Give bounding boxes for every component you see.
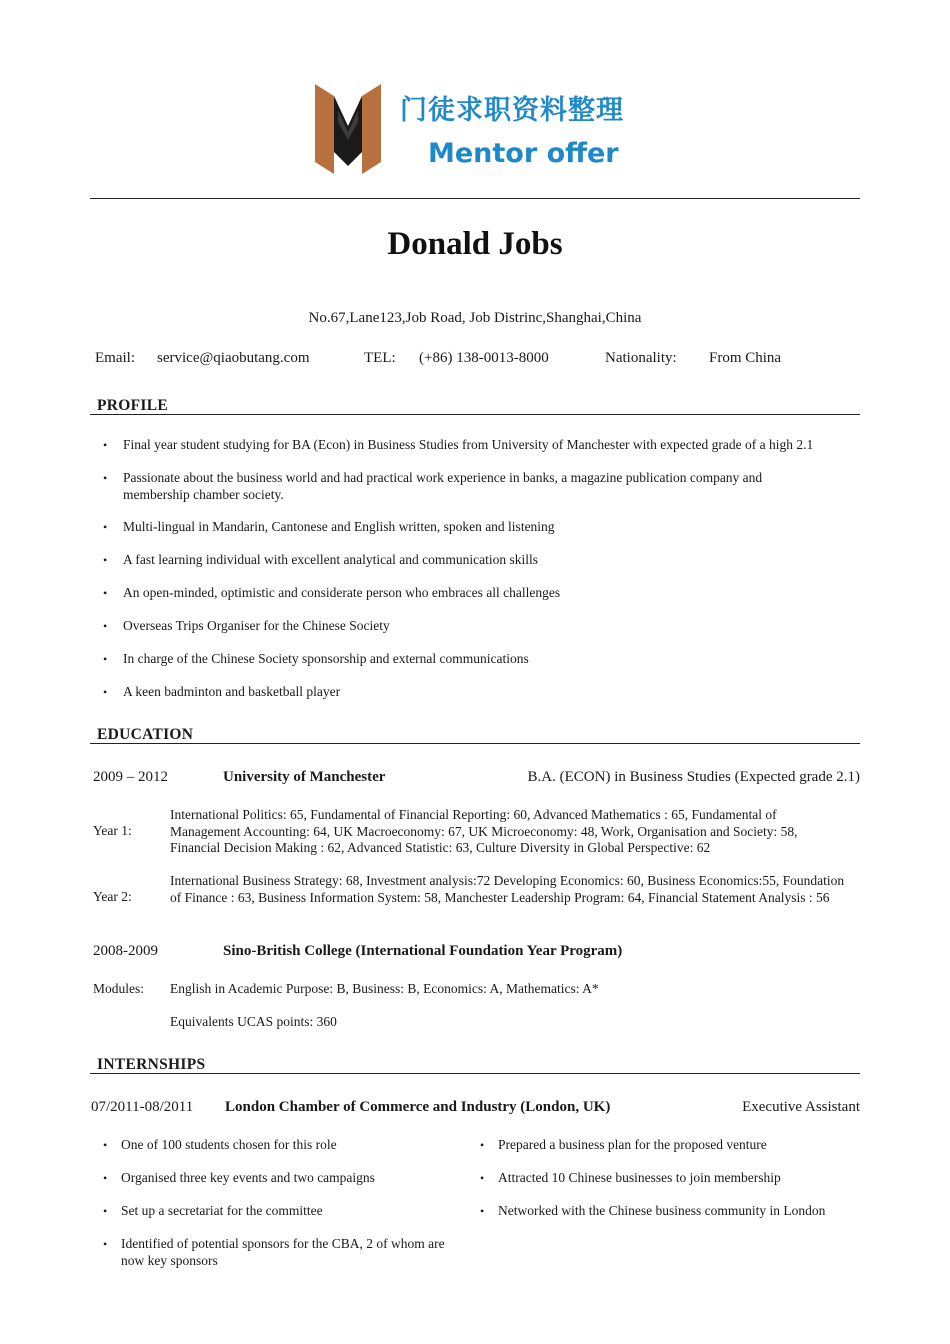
bullet-icon: • [103,438,108,452]
uni-degree: B.A. (ECON) in Business Studies (Expected grade 2.1) [527,769,860,785]
job1-org: London Chamber of Commerce and Industry (London, UK) [225,1099,611,1115]
internships-section-title: INTERNSHIPS [97,1056,206,1073]
education-divider [90,743,860,744]
ucas-points: Equivalents UCAS points: 360 [170,1014,337,1029]
modules-label: Modules: [93,981,145,996]
uni-dates: 2009 – 2012 [93,769,168,785]
education-section-title: EDUCATION [97,726,194,743]
internships-divider [90,1073,860,1074]
bullet-icon: • [103,586,108,600]
bullet-icon: • [103,652,108,666]
college-name: Sino-British College (International Foundation Year Program) [223,943,623,959]
resume-page: 门徒求职资料整理 Mentor offer Donald Jobs No.67,Lane123,Job Road, Job Distrinc,Shanghai,China Email: service@qiaobutang.com TEL: (+86) 138-0013-8000 Nationality: From China PROFILE • Final year student studying for BA (Econ) in Business Studies from University of Manchester with expected grade of a high 2.1 • Passionate about the business world and had practical work experience in banks, a magazine publication company and membership chamber society. • Multi-lingual in Mandarin, Cantonese and English written, spoken and listening • A fast learning individual with excellent analytical and communication skills • An open-minded, optimistic and considerate person who embraces all challenges • Overseas Trips Organiser for the Chinese Society • In charge of the Chinese Society sponsorship and external communications • A keen badminton and basketball player EDUCATION 2009 – 2012 University of Manchester B.A. (ECON) in Business Studies (Expected grade 2.1) Year 1: International Politics: 65, Fundamental of Financial Reporting: 60, Advanced Mathematics : 65, Fundamental of Management Accounting: 64, UK Macroeconomy: 67, UK Microeconomy: 48, Work, Organisation and Society: 58, Financial Decision Making : 62, Advanced Statistic: 63, Culture Diversity in Global Perspective: 62 Year 2: International Business Strategy: 68, Investment analysis:72 Developing Economics: 60, Business Economics:55, Foundation of Finance : 63, Business Information System: 58, Manchester Leadership Program: 64, Financial Statement Analysis : 56 2008-2009 Sino-British College (International Foundation Year Program) Modules: English in Academic Purpose: B, Business: B, Economics: A, Mathematics: A* Equivalents UCAS points: 360 INTERNSHIPS 07/2011-08/2011 London Chamber of Commerce and Industry (London, UK) Executive Assistant • One of 100 students chosen for this role • Organised three key events and two campaigns • Set up a secretariat for the committee • Identified of potential sponsors for the CBA, 2 of whom are now key sponsors • Prepared a business plan for the proposed venture • Attracted 10 Chinese businesses to join membership • Networked with the Chinese business community in London [0,0,950,1344]
bullet-icon: • [103,1237,108,1251]
college-dates: 2008-2009 [93,943,158,959]
year2-label: Year 2: [93,889,132,904]
uni-name: University of Manchester [223,769,386,785]
address: No.67,Lane123,Job Road, Job Distrinc,Shanghai,China [308,310,642,326]
year1-label: Year 1: [93,823,132,838]
bullet-icon: • [103,520,108,534]
profile-divider [90,414,860,415]
bullet-icon: • [480,1204,485,1218]
bullet-icon: • [103,471,108,485]
profile-section-title: PROFILE [97,397,168,414]
email-value: service@qiaobutang.com [157,350,310,366]
modules-text: English in Academic Purpose: B, Business: B, Economics: A, Mathematics: A* [170,981,599,996]
job1-dates: 07/2011-08/2011 [91,1099,194,1115]
logo-mark-icon [312,82,384,176]
candidate-name: Donald Jobs [387,226,563,262]
year2-modules: International Business Strategy: 68, Investment analysis:72 Developing Economics: 60, Business Economics:55, Foundation of Finance : 63, Business Information System: 58, Manchester Leadership Program: 64, Financial Statement Analysis : 56 [170,873,845,905]
year1-modules: International Politics: 65, Fundamental of Financial Reporting: 60, Advanced Mathematics : 65, Fundamental of Management Accounting: 64, UK Macroeconomy: 67, UK Microeconomy: 48, Work, Organisation and Society: 58, Financial Decision Making : 62, Advanced Statistic: 63, Culture Diversity in Global Perspective: 62 [170,807,798,855]
email-label: Email: [95,350,135,366]
header-divider [90,198,860,199]
bullet-icon: • [103,619,108,633]
bullet-icon: • [103,1138,108,1152]
bullet-icon: • [103,1204,108,1218]
logo-cn-text: 门徒求职资料整理 [400,95,624,126]
job1-role: Executive Assistant [742,1099,860,1115]
logo-en-text: Mentor offer [428,138,619,169]
bullet-icon: • [103,553,108,567]
bullet-icon: • [480,1138,485,1152]
tel-value: (+86) 138-0013-8000 [419,350,549,366]
nationality-label: Nationality: [605,350,677,366]
tel-label: TEL: [364,350,396,366]
nationality-value: From China [709,350,782,366]
bullet-icon: • [480,1171,485,1185]
mentor-offer-logo [312,82,642,178]
bullet-icon: • [103,685,108,699]
bullet-icon: • [103,1171,108,1185]
